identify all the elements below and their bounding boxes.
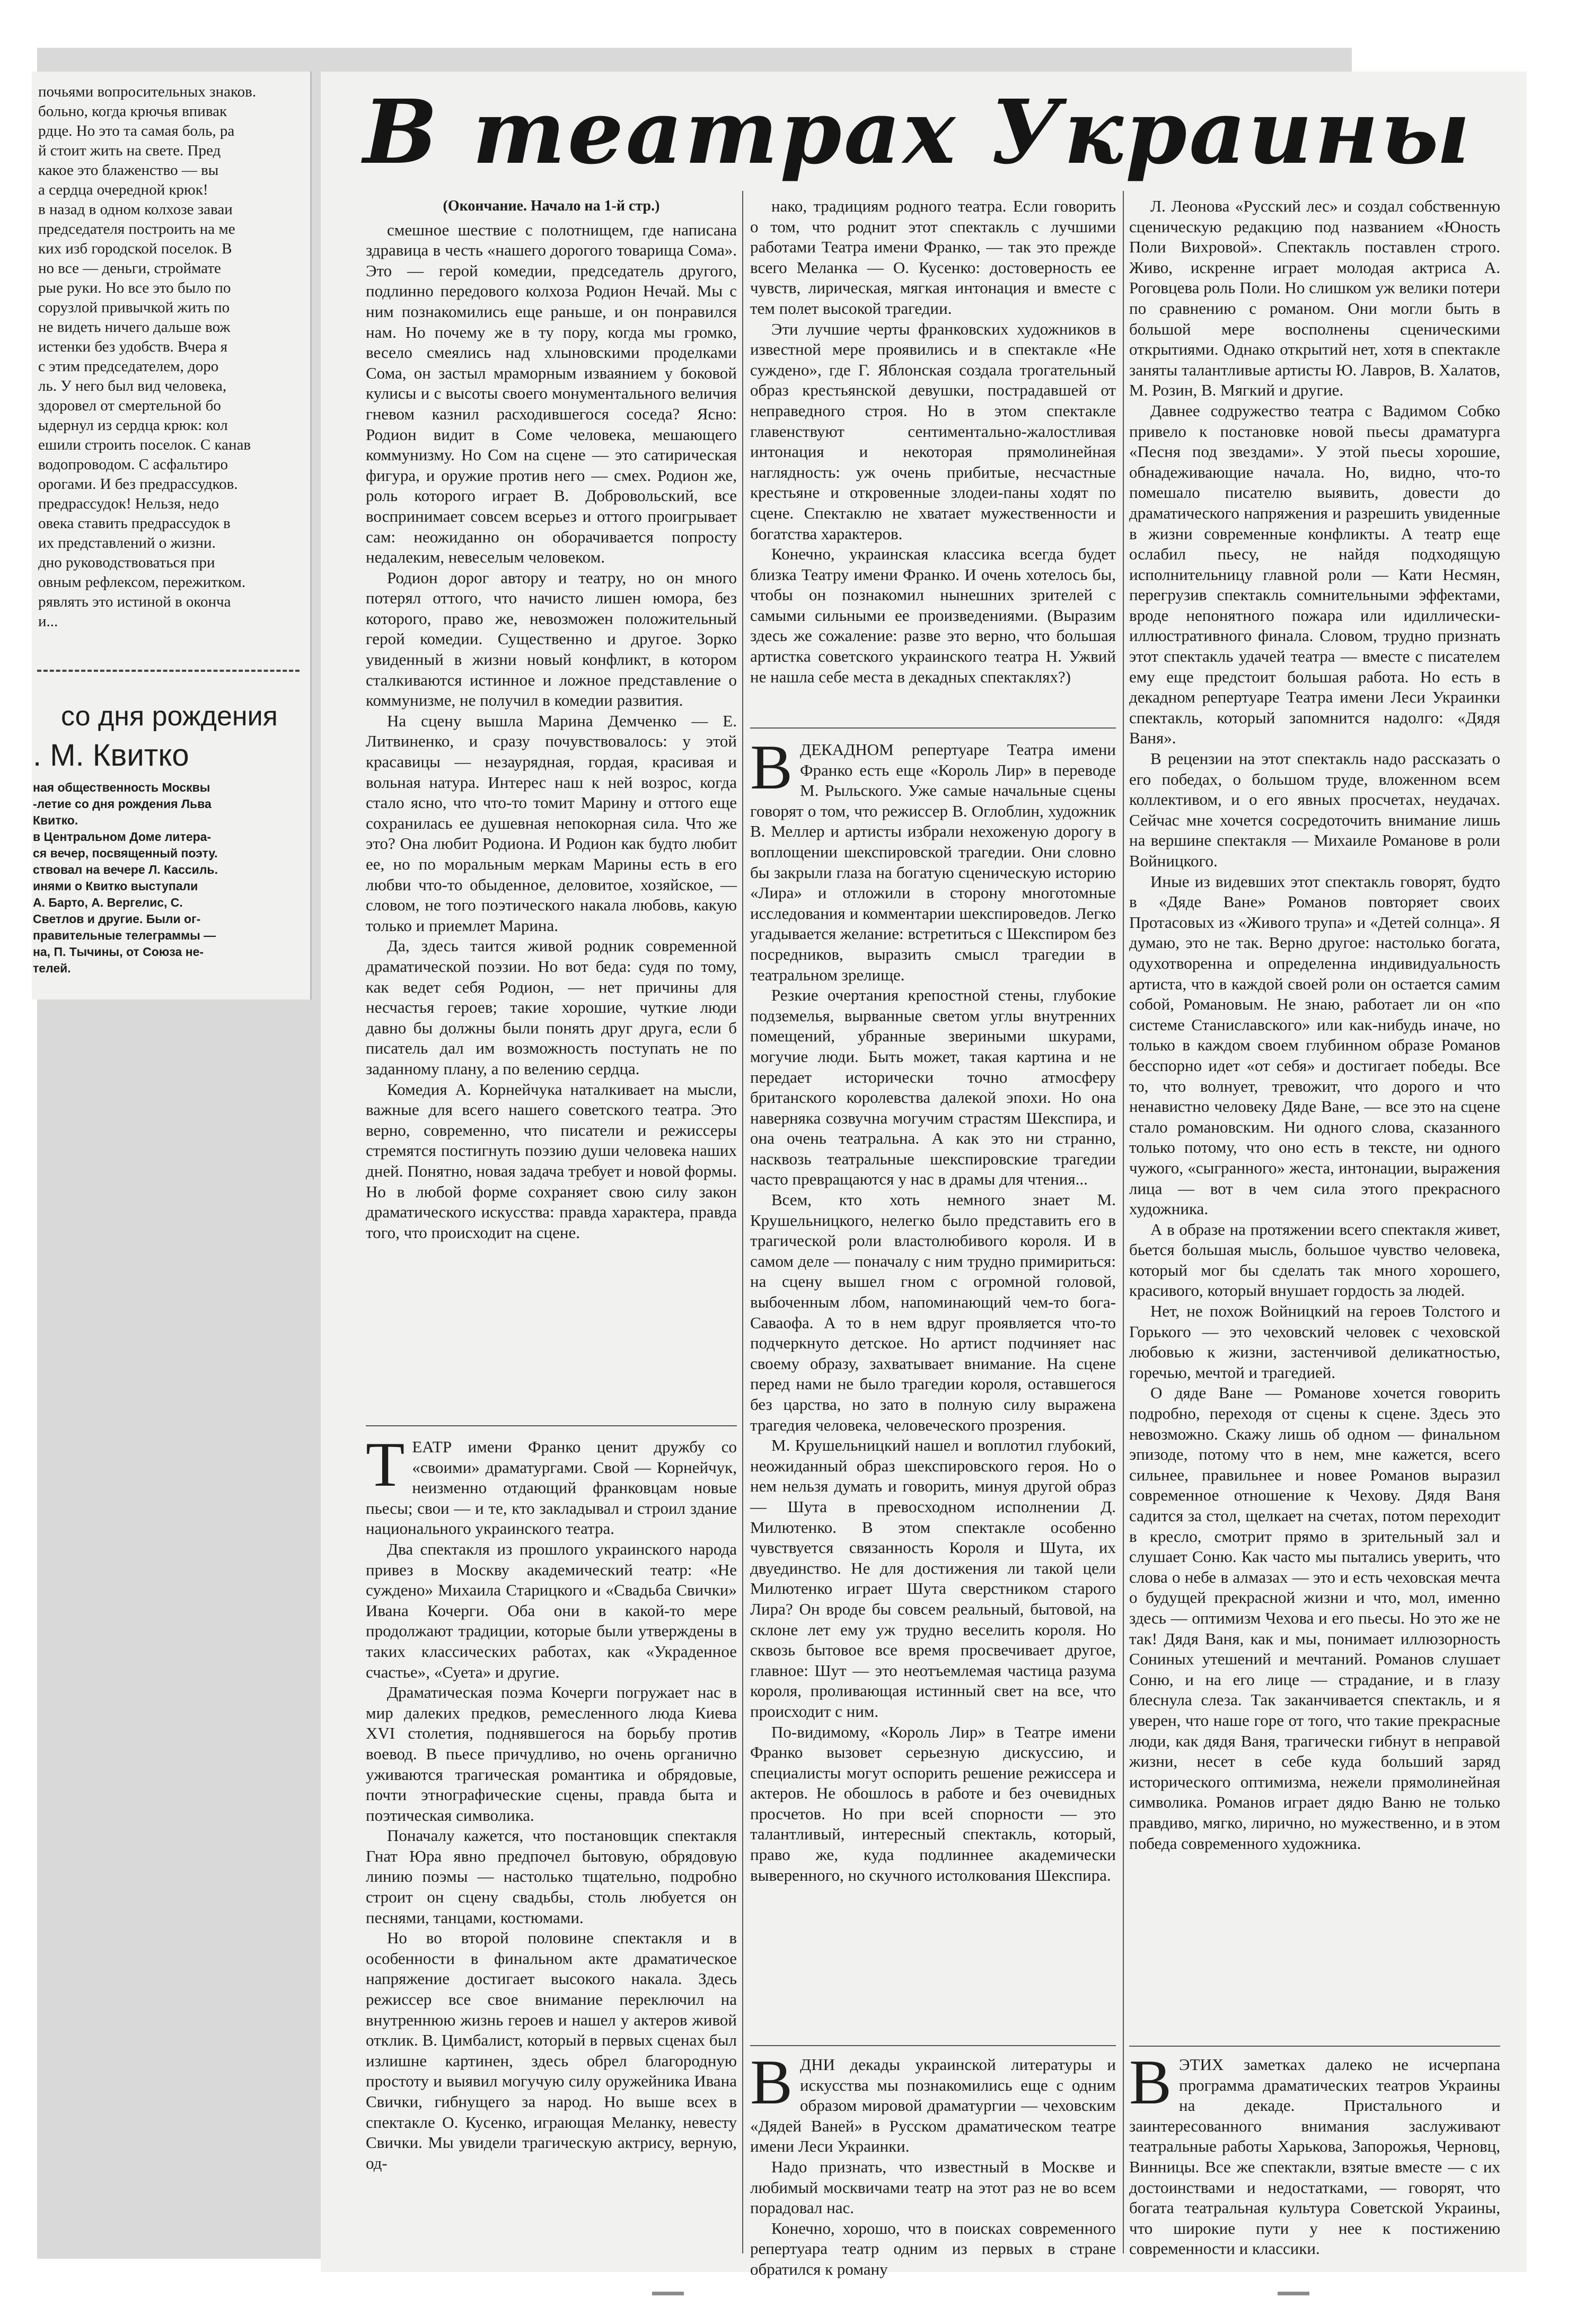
article-paragraph: Нет, не похож Войницкий на героев Толстого и Горького — это чеховский человек с чеховской любовью к жизни, застенчивой деликатностью, горечью, мечтой и трагедией. bbox=[1129, 1302, 1500, 1382]
column-rule bbox=[1123, 191, 1124, 2253]
text-line: но все — деньги, строймате bbox=[38, 260, 221, 277]
article-paragraph: смешное шествие с полотнищем, где написана здравица в честь «нашего дорогого товарища Сома». Это — герой комедии, председатель другого, подлинно передового колхоза Родион Нечай. Мы с ним познакомились еще раньше, и он понравился нам. Но почему же в ту пору, когда мы громко, весело смеялись над хлыновскими проделками Сома, он застыл мраморным изваянием у боковой кулисы и с высоты своего монументального величия гневом казнил расходившегося соседа? Ясно: Родион видит в Соме человека, мешающего коммунизму. Но Сом на сцене — это сатирическая фигура, и оружие против него — смех. Родион же, роль которого играет В. Добровольский, все воспринимает совсем всерьез и оттого проигрывает сам: неожиданно он оборачивается попросту недалеким, невеселым человеком. bbox=[366, 220, 737, 567]
text-line: и... bbox=[38, 613, 58, 630]
article-paragraph: ТЕАТР имени Франко ценит дружбу со «своими» драматургами. Свой — Корнейчук, неизменно отдающий франковцам новые пьесы; свои — и те, кто закладывал и строил здание национального украинского театра. bbox=[366, 1429, 737, 1538]
text-line: инями о Квитко выступали bbox=[33, 879, 198, 893]
drop-cap: В bbox=[750, 2047, 793, 2117]
article-paragraph: На сцену вышла Марина Демченко — Е. Литвиненко, и сразу почувствовалось: у этой красавицы — незаурядная, гордая, красивая и вольная натура. Интерес наш к ней возрос, когда стало ясно, что что-то томит Марину и оттого еще сохранилась ее душевная непокорная сила. Что же это? Она любит Родиона. И Родион как будто любит ее, но по моральным меркам Марины есть в его любви что-то обыденное, деловитое, хозяйское, — словом, не того поэтического накала любовь, какую только и приемлет Марина. bbox=[366, 711, 737, 935]
text-line: Светлов и другие. Были ог- bbox=[33, 912, 201, 926]
page-title: В театрах Украины bbox=[363, 81, 1473, 184]
text-line: водопроводом. С асфальтиро bbox=[38, 456, 228, 473]
article-paragraph: Всем, кто хоть немного знает М. Крушельницкого, нелегко было представить его в трагической роли властолюбивого короля. И в самом деле — поначалу с ним трудно примириться: на сцену вышел гном с огромной головой, выбоченным лбом, напоминающий чем-то бога-Саваофа. А то в нем вдруг проявляется что-то подчеркнуто детское. Но артист подчиняет нас своему образу, захватывает внимание. На сцене перед нами не было трагедии короля, оставшегося без царства, но зато в полную силу выражена трагедия человека, человеческого прозрения. bbox=[750, 1190, 1116, 1434]
column-3-bottom bbox=[1129, 2047, 1500, 2264]
article-paragraph: М. Крушельницкий нашел и воплотил глубокий, неожиданный образ шекспировского героя. Но о нем нельзя думать и говорить, минуя другой образ — Шута в превосходном исполнении Д. Милютенко. В этом спектакле особенно чувствуется связанность Короля и Шута, их двуединство. Не для достижения ли такой цели Милютенко играет Шута сверстником старого Лира? Он вроде бы совсем реальный, бытовой, на склоне лет ему уж трудно веселить короля. Но сквозь бытовое все время просвечивает другое, главное: Шут — это неотъемлемая частица разума короля, проливающая истинный свет на все, что происходит с ним. bbox=[750, 1436, 1116, 1721]
column-2-bottom bbox=[750, 2047, 1116, 2278]
text-line: дно руководствоваться при bbox=[38, 554, 215, 571]
article-paragraph: А в образе на протяжении всего спектакля живет, бьется большая мысль, большое чувство человека, который мог бы сделать так много хорошего, красивого, который внушает гордость за людей. bbox=[1129, 1220, 1500, 1300]
column-3-top bbox=[1129, 196, 1500, 2039]
text-line: ся вечер, посвященный поэту. bbox=[33, 846, 218, 860]
article-paragraph: Резкие очертания крепостной стены, глубокие подземелья, вырванные светом углы внутренних помещений, убранные звериными шкурами, могучие люди. Быть может, такая картина и не передает исторически точно атмосферу британского королевства далекой эпохи. Но она наверняка созвучна могучим страстям Шекспира, и она очень театральна. А как это ни странно, насквозь театральные шекспировские трагедии часто превращаются у нас в драмы для чтения... bbox=[750, 986, 1116, 1189]
anniversary-text bbox=[33, 779, 295, 977]
text-line: сорузлой привычкой жить по bbox=[38, 299, 230, 316]
column-rule bbox=[742, 191, 743, 2253]
text-line: ешили строить поселок. С канав bbox=[38, 436, 251, 453]
text-line: А. Барто, А. Вергелис, С. bbox=[33, 896, 183, 909]
text-line: в назад в одном колхозе заваи bbox=[38, 201, 233, 218]
section-rule bbox=[1129, 2046, 1500, 2047]
section-rule bbox=[750, 2045, 1116, 2046]
section-rule bbox=[750, 727, 1116, 729]
ink-mark bbox=[652, 2292, 684, 2295]
column-2-top bbox=[750, 196, 1116, 721]
text-line: а сердца очередной крюк! bbox=[38, 181, 208, 198]
article-paragraph: Но во второй половине спектакля и в особенности в финальном акте драматическое напряжение достигает высокого накала. Здесь режиссер все свое внимание переключил на внутреннюю жизнь героев и нашел у актеров живой отклик. В. Цимбалист, который в первых сценах был излишне картинен, здесь обрел благородную простоту и выявил могучую силу оружейника Ивана Свички, гибнущего за народ. Но выше всех в спектакле О. Кусенко, играющая Меланку, невесту Свички. Мы увидели трагическую актрису, верную, од- bbox=[366, 1928, 737, 2172]
article-paragraph: Иные из видевших этот спектакль говорят, будто в «Дяде Ване» Романов повторяет своих Протасовых из «Живого трупа» и «Детей солнца». Я думаю, это не так. Верно другое: настолько богата, одухотворенна и определенна индивидуальность артиста, что в каждой своей роли он остается самим собой, Романовым. Не знаю, работает ли он «по системе Станиславского» или как-нибудь иначе, но только в каждом своем глубинном образе Романов бесспорно идет «от себя» и достигает победы. Все то, что волнует, тревожит, что дорого и что ненавистно человеку Дяде Ване, — все это на сцене стало романовским. Ни одного слова, сказанного только потому, что оно есть в тексте, ни одного чужого, «сыгранного» жеста, интонации, выражения лица — вот в чем сила этого прекрасного художника. bbox=[1129, 872, 1500, 1218]
text-line: их представлений о жизни. bbox=[38, 534, 216, 551]
left-clipping bbox=[32, 72, 312, 999]
article-paragraph: Два спектакля из прошлого украинского народа привез в Москву академический театр: «Не суждено» Михаила Старицкого и «Свадьба Свички» Ивана Кочерги. Оба они в какой-то мере продолжают традиции, которые были утверждены в таких классических работах, как «Украденное счастье», «Суета» и другие. bbox=[366, 1539, 737, 1681]
article-paragraph: Л. Леонова «Русский лес» и создал собственную сценическую редакцию под названием «Юность Поли Вихровой». Спектакль поставлен строго. Живо, искренне играет молодая актриса А. Роговцева роль Поли. Но слишком уж велики потери по сравнению с романом. Они могли быть в большой мере восполнены сценическими открытиями. Однако открытий нет, хотя в спектакле заняты талантливые артисты Ю. Лавров, В. Халатов, М. Розин, В. Мягкий и другие. bbox=[1129, 197, 1500, 400]
text-line: здоровел от смертельной бо bbox=[38, 397, 221, 414]
text-line: овека ставить предрассудок в bbox=[38, 515, 231, 532]
text-line: ыдернул из сердца крюк: кол bbox=[38, 417, 228, 434]
text-line: овным рефлексом, пережитком. bbox=[38, 574, 246, 591]
article-paragraph: Конечно, украинская классика всегда будет близка Театру имени Франко. И очень хотелось бы, чтобы он познакомил нынешних зрителей с самыми сильными ее произведениями. (Выразим здесь же сожаление: разве это верно, что большая артистка советского украинского театра Н. Ужвий не нашла себе места в декадных спектаклях?) bbox=[750, 545, 1116, 686]
drop-cap: В bbox=[750, 732, 793, 802]
text-line: правительные телеграммы — bbox=[33, 928, 216, 942]
article-paragraph: В ДЕКАДНОМ репертуаре Театра имени Франко есть еще «Король Лир» в переводе М. Рыльского. Уже самые начальные сцены говорят о том, что режиссер В. Оглоблин, художник В. Меллер и артисты избрали нехоженую дорогу в воплощении шекспировской трагедии. Они словно бы закрыли глаза на богатую сценическую историю «Лира» и отложили в сторону многотомные исследования и комментарии шекспироведов. Легко угадывается желание: встретиться с Шекспиром без посредников, выразить смысл трагедии в театральном зрелище. bbox=[750, 732, 1116, 984]
continuation-note: (Окончание. Начало на 1-й стр.) bbox=[443, 198, 660, 214]
article-paragraph: Драматическая поэма Кочерги погружает нас в мир далеких предков, ремесленного люда Киева XVI столетия, поднявшегося на борьбу против воевод. В пьесе причудливо, но очень органично уживаются трагическая романтика и обрядовые, почти этнографические сцены, правда быта и поэтическая символика. bbox=[366, 1683, 737, 1825]
article-paragraph: В ЭТИХ заметках далеко не исчерпана программа драматических театров Украины на декаде. Пристального и заинтересованного внимания заслуживают театральные работы Харькова, Запорожья, Черновц, Винницы. Все же спектакли, взятые вместе — с их достоинствами и недостатками, — говорят, что богата театральная культура Советской Украины, что широкие пути у нее к постижению современности и классики. bbox=[1129, 2047, 1500, 2258]
column-1-top bbox=[366, 196, 737, 1418]
article-paragraph: нако, традициям родного театра. Если говорить о том, что роднит этот спектакль с лучшими работами Театра имени Франко, — так это прежде всего Меланка — О. Кусенко: достоверность ее чувств, лирическая, мягкая интонация и вместе с тем полет высокой трагедии. bbox=[750, 197, 1116, 318]
anniversary-name: . М. Квитко bbox=[33, 738, 189, 773]
drop-cap: Т bbox=[366, 1429, 405, 1499]
article-paragraph: Комедия А. Корнейчука наталкивает на мысли, важные для всего нашего советского театра. Это верно, современно, что писатели и режиссеры стремятся постигнуть поэзию души человека наших дней. Понятно, новая задача требует и новой формы. Но в любой форме сохраняет свою силу закон драматического искусства: правда характера, правда того, что происходит на сцене. bbox=[366, 1080, 737, 1242]
article-paragraph: По-видимому, «Король Лир» в Театре имени Франко вызовет серьезную дискуссию, и специалисты могут оспорить решение режиссера и актеров. Не обошлось в работе и без очевидных просчетов. Но при всей спорности — это талантливый, интересный спектакль, который, право же, куда подлиннее академически выверенного, но скучного истолкования Шекспира. bbox=[750, 1722, 1116, 1884]
column-2-middle bbox=[750, 732, 1116, 2039]
article-paragraph: Поначалу кажется, что постановщик спектакля Гнат Юра явно предпочел бытовую, обрядовую линию поэмы — настолько тщательно, подробно строит он сцену свадьбы, столь любуется он песнями, танцами, костюмами. bbox=[366, 1826, 737, 1927]
text-line: ствовал на вечере Л. Кассиль. bbox=[33, 863, 218, 876]
anniversary-heading: со дня рождения bbox=[61, 701, 278, 732]
text-line: рые руки. Но все это было по bbox=[38, 279, 231, 296]
text-line: не видеть ничего дальше вож bbox=[38, 319, 231, 336]
article-paragraph: Надо признать, что известный в Москве и любимый москвичами театр на этот раз не во всем порадовал нас. bbox=[750, 2157, 1116, 2217]
text-line: в Центральном Доме литера- bbox=[33, 830, 212, 844]
text-line: -летие со дня рождения Льва bbox=[33, 797, 212, 811]
text-line: председателя построить на ме bbox=[38, 221, 235, 238]
text-line: ль. У него был вид человека, bbox=[38, 378, 227, 394]
article-paragraph: Эти лучшие черты франковских художников в известной мере проявились и в спектакле «Не суждено», где Г. Яблонская создала трогательный образ крестьянской девушки, пострадавшей от неправедного строя. Но в этом спектакле главенствуют сентиментально-жалостливая интонация и некоторая прямолинейная наглядность: уж очень прибитые, несчастные крестьяне и откровенные злодеи-паны ходят по сцене. Спектаклю не хватает мужественности и богатства характеров. bbox=[750, 319, 1116, 543]
article-paragraph: Давнее содружество театра с Вадимом Собко привело к постановке новой пьесы драматурга «Песня под звездами». У этой пьесы хорошие, обнадеживающие начала. Но, видно, что-то помешало писателю выявить, довести до драматического напряжения и разрешить увиденные в жизни современные конфликты. А театр еще ослабил пьесу, не найдя подходящую исполнительницу главной роли — Кати Несмян, перегрузив спектакль сомнительными эффектами, вроде непонятного пожара или идиллически-иллюстративного финала. Словом, трудно признать этот спектакль удачей театра — вместе с писателем ему еще предстоит большая работа. Но есть в декадном репертуаре Театра имени Леси Украинки спектакль, который запомнится надолго: «Дядя Ваня». bbox=[1129, 401, 1500, 748]
article-paragraph: В рецензии на этот спектакль надо рассказать о его победах, о большом труде, вложенном всем коллективом, и о его явных просчетах, неудачах. Сейчас мне хочется сосредоточить внимание лишь на вершине спектакля — Михаиле Романове в роли Войницкого. bbox=[1129, 749, 1500, 870]
text-line: предрассудок! Нельзя, недо bbox=[38, 495, 219, 512]
text-line: истенки без удобств. Вчера я bbox=[38, 338, 228, 355]
article-paragraph: Конечно, хорошо, что в поисках современного репертуара театр одним из первых в стране обратился к роману bbox=[750, 2218, 1116, 2278]
dashed-divider bbox=[37, 670, 300, 672]
left-article-fragment bbox=[38, 82, 303, 632]
text-line: Квитко. bbox=[33, 813, 78, 827]
text-line: ная общественность Москвы bbox=[33, 780, 210, 794]
text-line: телей. bbox=[33, 961, 71, 975]
drop-cap: В bbox=[1129, 2047, 1172, 2117]
text-line: почьями вопросительных знаков. bbox=[38, 83, 257, 100]
article-paragraph: Родион дорог автору и театру, но он много потерял оттого, что начисто лишен юмора, без которого, право же, невозможен положительный герой комедии. Существенно и другое. Зорко увиденный в жизни новый конфликт, в котором сталкиваются истинное и ложное представление о коммунизме, не получил в комедии развития. bbox=[366, 568, 737, 710]
text-line: какое это блаженство — вы bbox=[38, 162, 219, 179]
text-line: орогами. И без предрассудков. bbox=[38, 476, 238, 493]
text-line: й стоит жить на свете. Пред bbox=[38, 142, 221, 159]
text-line: на, П. Тычины, от Союза не- bbox=[33, 945, 204, 959]
text-line: с этим председателем, доро bbox=[38, 358, 219, 375]
article-paragraph: Да, здесь таится живой родник современной драматической поэзии. Но вот беда: судя по тому, как ведет себя Родион, — нет причины для несчастья героев; такие хорошие, чуткие люди давно бы должны были понять друг друга, если б писатель дал им возможность поступать не по заданному плану, а по велению сердца. bbox=[366, 936, 737, 1078]
text-line: рдце. Но это та самая боль, ра bbox=[38, 122, 235, 139]
text-line: рявлять это истиной в оконча bbox=[38, 593, 231, 610]
column-1-bottom bbox=[366, 1429, 737, 2264]
section-rule bbox=[366, 1425, 737, 1426]
article-paragraph: В ДНИ декады украинской литературы и искусства мы познакомились еще с одним образом мировой драматургии — чеховским «Дядей Ваней» в Русском драматическом театре имени Леси Украинки. bbox=[750, 2047, 1116, 2156]
ink-mark bbox=[1278, 2292, 1309, 2295]
text-line: больно, когда крючья впивак bbox=[38, 103, 227, 120]
text-line: ких изб городской поселок. В bbox=[38, 240, 232, 257]
article-paragraph: О дяде Ване — Романове хочется говорить подробно, переходя от сцены к сцене. Здесь это невозможно. Скажу лишь об одном — финальном эпизоде, потому что в нем, мне кажется, всего сильнее, правильнее и новее Романов выразил современное отношение к Чехову. Дядя Ваня садится за стол, щелкает на счетах, потом переходит в кресло, смотрит прямо в зрительный зал и слушает Соню. Как часто мы пытались уверить, что слова о небе в алмазах — это и есть чеховская мечта о будущей прекрасной жизни и что, мол, именно здесь — оптимизм Чехова и его пьесы. Но это же не так! Дядя Ваня, как и мы, понимает иллюзорность Сониных утешений и мечтаний. Романов слушает Соню, и на его лице — страдание, и в глазу блеснула слеза. Так заканчивается спектакль, и я уверен, что наше горе от того, что такие прекрасные люди, как дядя Ваня, трагически гибнут в неправой жизни, несет в себе куда больший заряд исторического оптимизма, нежели прямолинейная символика. Романов играет дядю Ваню не только правдиво, мягко, лирично, но мужественно, и в этом победа современного художника. bbox=[1129, 1383, 1500, 1853]
